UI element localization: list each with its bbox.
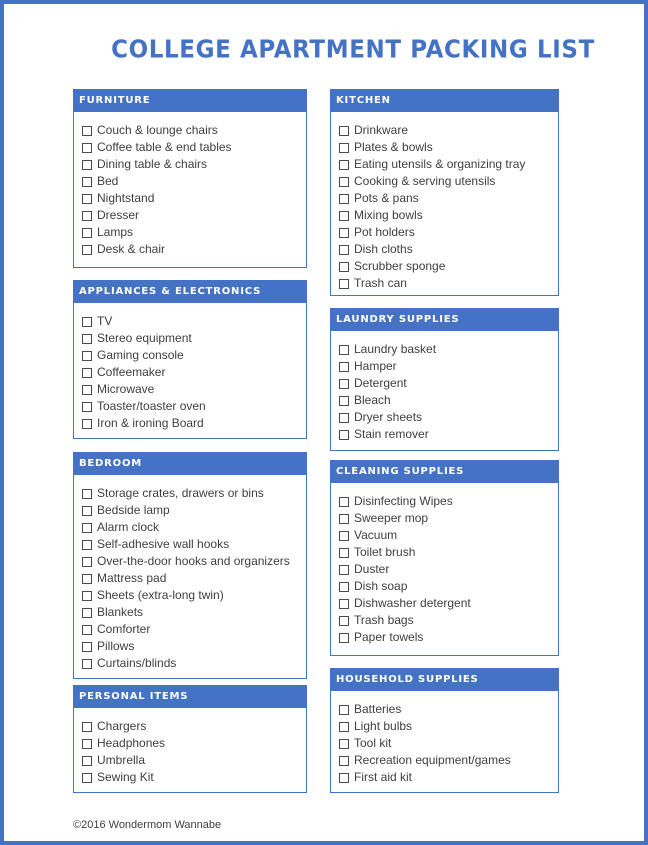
checkbox[interactable]	[82, 659, 92, 669]
checkbox[interactable]	[339, 722, 349, 732]
checkbox[interactable]	[82, 739, 92, 749]
checkbox[interactable]	[339, 633, 349, 643]
checklist-item	[82, 485, 306, 502]
checklist-item-label: Blankets	[97, 605, 144, 619]
checklist-item	[339, 409, 558, 426]
checklist-item	[82, 519, 306, 536]
checklist-item	[339, 735, 558, 752]
checklist-item-label: Coffee table & end tables	[97, 140, 232, 154]
checklist-item-label: Detergent	[354, 376, 407, 390]
checklist	[331, 331, 558, 443]
checkbox[interactable]	[339, 126, 349, 136]
checklist-item-label: Trash bags	[354, 613, 414, 627]
checkbox[interactable]	[82, 368, 92, 378]
checkbox[interactable]	[339, 548, 349, 558]
checklist-item	[82, 587, 306, 604]
checkbox[interactable]	[339, 177, 349, 187]
checkbox[interactable]	[82, 608, 92, 618]
checkbox[interactable]	[339, 599, 349, 609]
checklist-item	[82, 570, 306, 587]
checklist-item	[339, 173, 558, 190]
checkbox[interactable]	[82, 317, 92, 327]
checklist-item	[82, 718, 306, 735]
checklist-item-label: Couch & lounge chairs	[97, 123, 218, 137]
checklist-item-label: Nightstand	[97, 191, 155, 205]
checklist-item-label: Dish soap	[354, 579, 408, 593]
checkbox[interactable]	[82, 419, 92, 429]
checklist-item	[82, 122, 306, 139]
checklist-item	[82, 638, 306, 655]
checklist-item	[339, 275, 558, 292]
checklist-item-label: Plates & bowls	[354, 140, 433, 154]
checklist-item-label: Curtains/blinds	[97, 656, 177, 670]
section-header: FURNITURE	[74, 90, 306, 112]
checkbox[interactable]	[339, 531, 349, 541]
checklist-item-label: Light bulbs	[354, 719, 413, 733]
checklist-item	[82, 313, 306, 330]
laundry-section	[330, 308, 559, 451]
checklist-item-label: Pot holders	[354, 225, 415, 239]
checklist-item	[339, 358, 558, 375]
checklist-item-label: Bed	[97, 174, 119, 188]
checklist-item-label: Over-the-door hooks and organizers	[97, 554, 290, 568]
section-header: LAUNDRY SUPPLIES	[331, 309, 558, 331]
checklist-item-label: Mixing bowls	[354, 208, 423, 222]
checklist-item	[339, 392, 558, 409]
checkbox[interactable]	[82, 177, 92, 187]
checklist-item	[339, 122, 558, 139]
checklist-item-label: Batteries	[354, 702, 402, 716]
checklist-item-label: Bedside lamp	[97, 503, 170, 517]
checklist-item-label: Headphones	[97, 736, 166, 750]
checkbox[interactable]	[339, 773, 349, 783]
checklist-item	[82, 769, 306, 786]
checklist-item	[339, 561, 558, 578]
checklist-item-label: Vacuum	[354, 528, 398, 542]
page-title: COLLEGE APARTMENT PACKING LIST	[111, 35, 595, 65]
checklist-item-label: Tool kit	[354, 736, 392, 750]
checkbox[interactable]	[339, 143, 349, 153]
checklist	[74, 303, 306, 432]
checklist-item-label: Dining table & chairs	[97, 157, 208, 171]
checklist-item	[82, 364, 306, 381]
checklist-item	[82, 347, 306, 364]
checklist-item-label: Stain remover	[354, 427, 429, 441]
kitchen-section	[330, 89, 559, 296]
checkbox[interactable]	[339, 396, 349, 406]
checklist-item-label: Bleach	[354, 393, 391, 407]
checklist-item-label: Comforter	[97, 622, 151, 636]
checkbox[interactable]	[82, 194, 92, 204]
checkbox[interactable]	[82, 385, 92, 395]
checklist-item-label: Scrubber sponge	[354, 259, 446, 273]
checklist-item	[339, 595, 558, 612]
checkbox[interactable]	[82, 540, 92, 550]
checklist-item-label: Dishwasher detergent	[354, 596, 471, 610]
appliances-section	[73, 280, 307, 439]
checkbox[interactable]	[339, 582, 349, 592]
checkbox[interactable]	[339, 705, 349, 715]
checkbox[interactable]	[82, 574, 92, 584]
checkbox[interactable]	[82, 756, 92, 766]
checklist-item	[82, 621, 306, 638]
checkbox[interactable]	[82, 489, 92, 499]
checklist-item-label: Iron & ironing Board	[97, 416, 204, 430]
section-header: BEDROOM	[74, 453, 306, 475]
checkbox[interactable]	[82, 642, 92, 652]
section-header: PERSONAL ITEMS	[74, 686, 306, 708]
checklist	[331, 691, 558, 786]
checkbox[interactable]	[339, 616, 349, 626]
checklist-item-label: Disinfecting Wipes	[354, 494, 453, 508]
checklist-item	[339, 190, 558, 207]
checkbox[interactable]	[339, 245, 349, 255]
checklist-item-label: Recreation equipment/games	[354, 753, 511, 767]
checklist-item-label: Sweeper mop	[354, 511, 429, 525]
checklist-item	[82, 604, 306, 621]
checklist-item	[82, 224, 306, 241]
checklist-item-label: Chargers	[97, 719, 147, 733]
checkbox[interactable]	[82, 625, 92, 635]
checklist-item	[339, 752, 558, 769]
checklist-item-label: Dish cloths	[354, 242, 413, 256]
checklist-item	[339, 493, 558, 510]
checkbox[interactable]	[82, 506, 92, 516]
checklist-item	[339, 629, 558, 646]
checkbox[interactable]	[339, 228, 349, 238]
checklist-item	[339, 224, 558, 241]
checklist-item	[339, 544, 558, 561]
checkbox[interactable]	[339, 497, 349, 507]
checklist-item-label: Toaster/toaster oven	[97, 399, 206, 413]
checklist-item-label: Pillows	[97, 639, 135, 653]
checklist-item-label: Coffeemaker	[97, 365, 166, 379]
checkbox[interactable]	[339, 430, 349, 440]
checklist-item-label: TV	[97, 314, 113, 328]
checkbox[interactable]	[339, 160, 349, 170]
checklist-item	[339, 578, 558, 595]
checklist-item	[82, 330, 306, 347]
checkbox[interactable]	[339, 379, 349, 389]
checklist-item-label: Storage crates, drawers or bins	[97, 486, 264, 500]
checkbox[interactable]	[339, 362, 349, 372]
checkbox[interactable]	[339, 756, 349, 766]
checklist-item	[339, 139, 558, 156]
checklist-item-label: Pots & pans	[354, 191, 419, 205]
checklist-item-label: Gaming console	[97, 348, 184, 362]
checklist-item-label: Umbrella	[97, 753, 146, 767]
checklist-item	[339, 341, 558, 358]
checkbox[interactable]	[339, 279, 349, 289]
checklist	[331, 483, 558, 646]
checklist-item-label: Lamps	[97, 225, 134, 239]
checklist-item	[339, 258, 558, 275]
bedroom-section	[73, 452, 307, 679]
checklist	[74, 475, 306, 672]
checkbox[interactable]	[82, 245, 92, 255]
section-header: APPLIANCES & ELECTRONICS	[74, 281, 306, 303]
checklist-item	[339, 769, 558, 786]
checkbox[interactable]	[82, 773, 92, 783]
checklist-item	[82, 752, 306, 769]
checkbox[interactable]	[339, 345, 349, 355]
checklist-item-label: Trash can	[354, 276, 407, 290]
checklist-item	[339, 527, 558, 544]
checklist-item	[339, 241, 558, 258]
section-header: CLEANING SUPPLIES	[331, 461, 558, 483]
checkbox[interactable]	[82, 591, 92, 601]
checklist-item	[339, 612, 558, 629]
checklist-item-label: Drinkware	[354, 123, 409, 137]
checkbox[interactable]	[82, 557, 92, 567]
checklist-item	[82, 398, 306, 415]
checklist-item	[82, 502, 306, 519]
checklist-item-label: Dryer sheets	[354, 410, 423, 424]
checklist-item-label: Laundry basket	[354, 342, 437, 356]
checklist-item	[339, 701, 558, 718]
checklist-item	[82, 415, 306, 432]
checklist-item-label: Duster	[354, 562, 390, 576]
checklist	[74, 708, 306, 786]
section-header: KITCHEN	[331, 90, 558, 112]
checklist-item	[82, 241, 306, 258]
checklist-item	[339, 375, 558, 392]
checklist-item-label: Cooking & serving utensils	[354, 174, 496, 188]
checklist-item-label: Mattress pad	[97, 571, 167, 585]
checklist-item-label: Eating utensils & organizing tray	[354, 157, 526, 171]
checkbox[interactable]	[82, 211, 92, 221]
checklist-item	[82, 536, 306, 553]
checkbox[interactable]	[339, 413, 349, 423]
checklist-item-label: Paper towels	[354, 630, 424, 644]
checkbox[interactable]	[339, 565, 349, 575]
checklist-item-label: Toilet brush	[354, 545, 416, 559]
checklist-item-label: First aid kit	[354, 770, 413, 784]
checkbox[interactable]	[82, 228, 92, 238]
checkbox[interactable]	[82, 402, 92, 412]
checklist-item	[82, 156, 306, 173]
household-section	[330, 668, 559, 793]
cleaning-section	[330, 460, 559, 656]
checklist-item	[82, 207, 306, 224]
checklist-item-label: Sewing Kit	[97, 770, 154, 784]
checklist-item-label: Desk & chair	[97, 242, 166, 256]
checkbox[interactable]	[82, 160, 92, 170]
furniture-section	[73, 89, 307, 268]
checklist-item	[339, 510, 558, 527]
checklist-item	[339, 207, 558, 224]
checklist-item	[82, 173, 306, 190]
checkbox[interactable]	[339, 262, 349, 272]
checklist	[74, 112, 306, 258]
checklist-item	[339, 426, 558, 443]
checklist-item-label: Alarm clock	[97, 520, 160, 534]
checkbox[interactable]	[82, 523, 92, 533]
checklist-item	[339, 156, 558, 173]
checklist-item	[339, 718, 558, 735]
personal-items-section	[73, 685, 307, 793]
checkbox[interactable]	[82, 722, 92, 732]
checklist-item-label: Microwave	[97, 382, 155, 396]
checklist-item	[82, 655, 306, 672]
checkbox[interactable]	[82, 126, 92, 136]
checklist-item-label: Self-adhesive wall hooks	[97, 537, 230, 551]
checkbox[interactable]	[82, 351, 92, 361]
checklist-item	[82, 139, 306, 156]
copyright-footer: ©2016 Wondermom Wannabe	[73, 819, 222, 831]
checklist-item-label: Dresser	[97, 208, 140, 222]
checkbox[interactable]	[82, 143, 92, 153]
checklist-item-label: Hamper	[354, 359, 397, 373]
checklist-item	[82, 553, 306, 570]
checkbox[interactable]	[339, 739, 349, 749]
checklist-item	[82, 735, 306, 752]
checklist-item-label: Stereo equipment	[97, 331, 192, 345]
checkbox[interactable]	[339, 514, 349, 524]
checkbox[interactable]	[339, 194, 349, 204]
checklist-item	[82, 381, 306, 398]
checklist-item-label: Sheets (extra-long twin)	[97, 588, 224, 602]
checkbox[interactable]	[82, 334, 92, 344]
checkbox[interactable]	[339, 211, 349, 221]
checklist	[331, 112, 558, 292]
checklist-item	[82, 190, 306, 207]
section-header: HOUSEHOLD SUPPLIES	[331, 669, 558, 691]
